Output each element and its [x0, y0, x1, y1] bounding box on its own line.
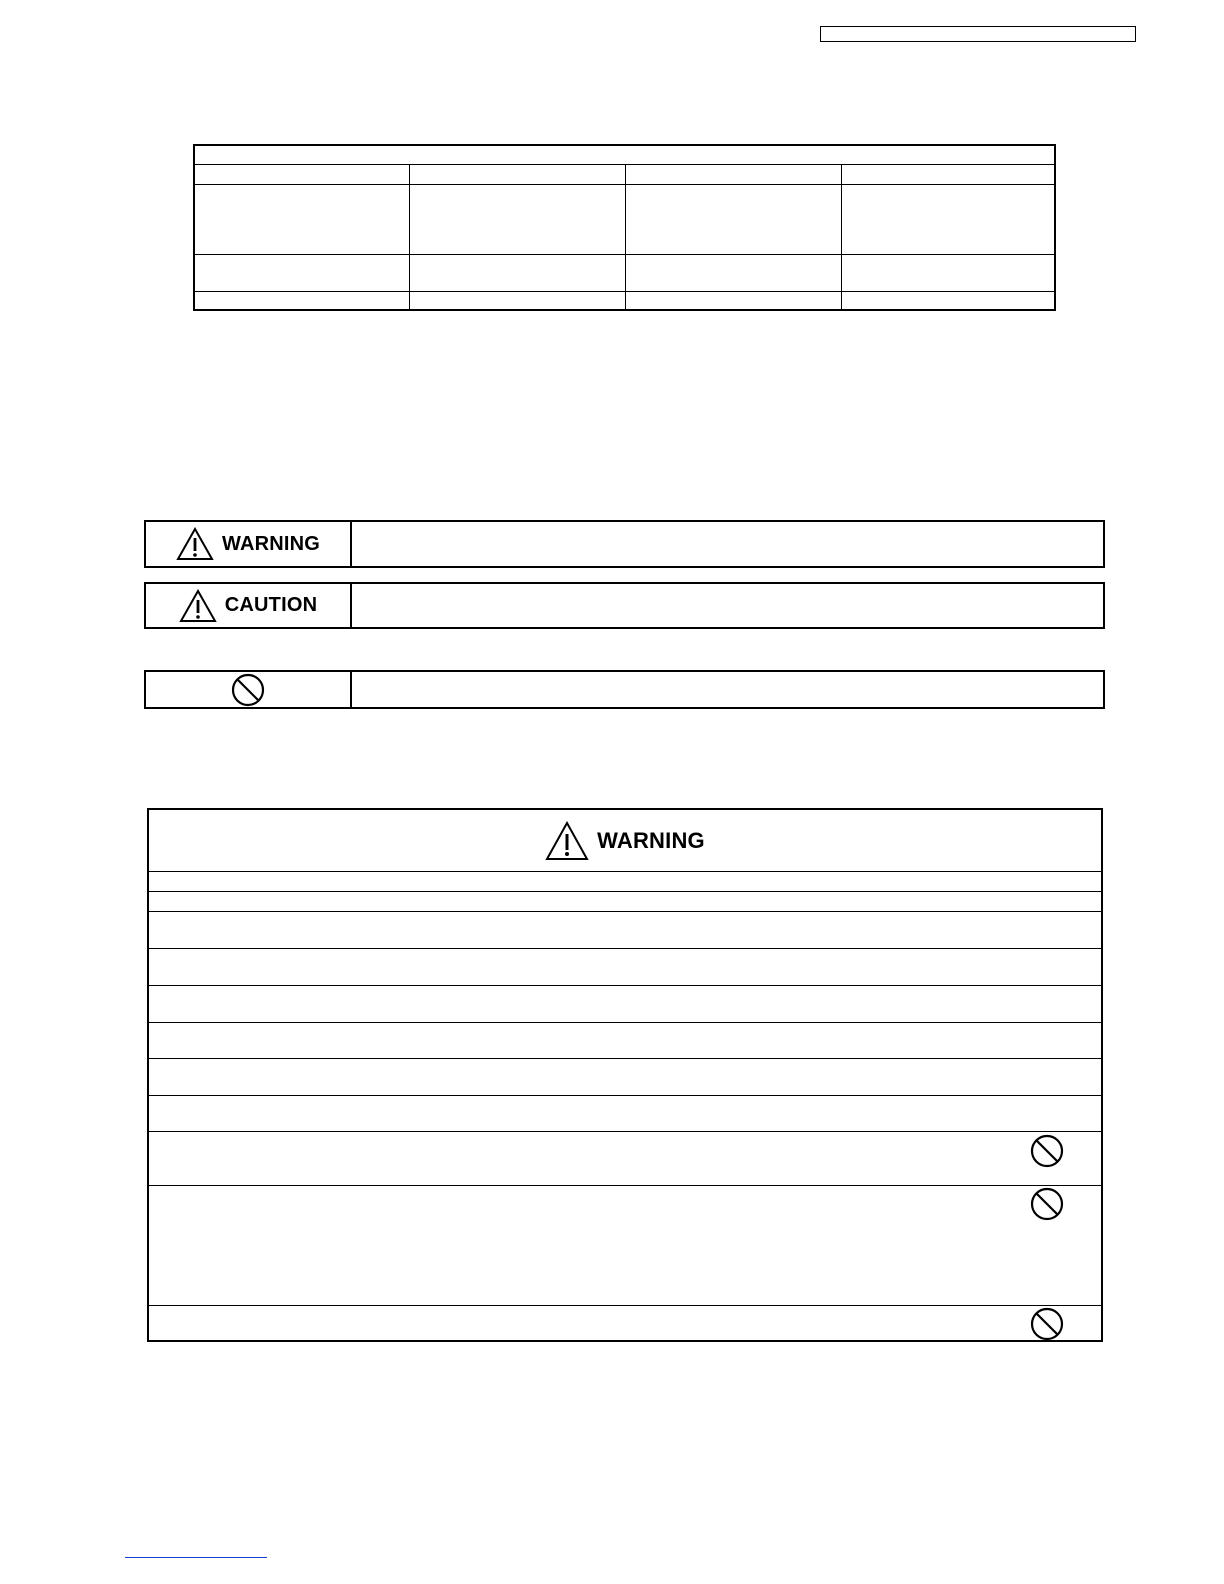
header-box [820, 26, 1136, 42]
legend-warning-symbol [146, 522, 352, 566]
legend-prohibited [144, 670, 1105, 709]
warning-table-row-divider [149, 1095, 1101, 1096]
warning-table [147, 808, 1103, 1342]
legend-warning-label: WARNING [221, 532, 321, 555]
legend-caution-description [352, 584, 1103, 627]
warning-table-row-divider [149, 1022, 1101, 1023]
legend-warning [144, 520, 1105, 568]
warning-table-row-divider [149, 1058, 1101, 1059]
warning-triangle-icon [176, 527, 214, 561]
spec-table-col-divider [841, 164, 842, 309]
warning-table-row-divider [149, 1185, 1101, 1186]
footer-link[interactable] [125, 1557, 267, 1558]
legend-caution-symbol [146, 584, 352, 627]
warning-triangle-icon [545, 821, 589, 861]
warning-table-row-divider [149, 891, 1101, 892]
warning-table-row-divider [149, 871, 1101, 872]
warning-table-row-divider [149, 948, 1101, 949]
warning-table-header [149, 810, 1101, 872]
legend-warning-description [352, 522, 1103, 566]
legend-caution [144, 582, 1105, 629]
prohibited-icon [1030, 1187, 1064, 1221]
warning-table-row-divider [149, 985, 1101, 986]
spec-table-col-divider [409, 164, 410, 309]
prohibited-icon [1030, 1307, 1064, 1341]
warning-table-row-divider [149, 911, 1101, 912]
legend-prohibited-description [352, 672, 1103, 707]
spec-table [193, 144, 1056, 311]
warning-table-row-divider [149, 1131, 1101, 1132]
spec-table-col-divider [625, 164, 626, 309]
prohibited-icon [231, 673, 265, 707]
warning-table-title: WARNING [597, 828, 705, 853]
warning-table-row-divider [149, 1305, 1101, 1306]
legend-prohibited-symbol [146, 672, 352, 707]
caution-triangle-icon [179, 589, 217, 623]
legend-caution-label: CAUTION [224, 594, 318, 616]
prohibited-icon [1030, 1134, 1064, 1168]
